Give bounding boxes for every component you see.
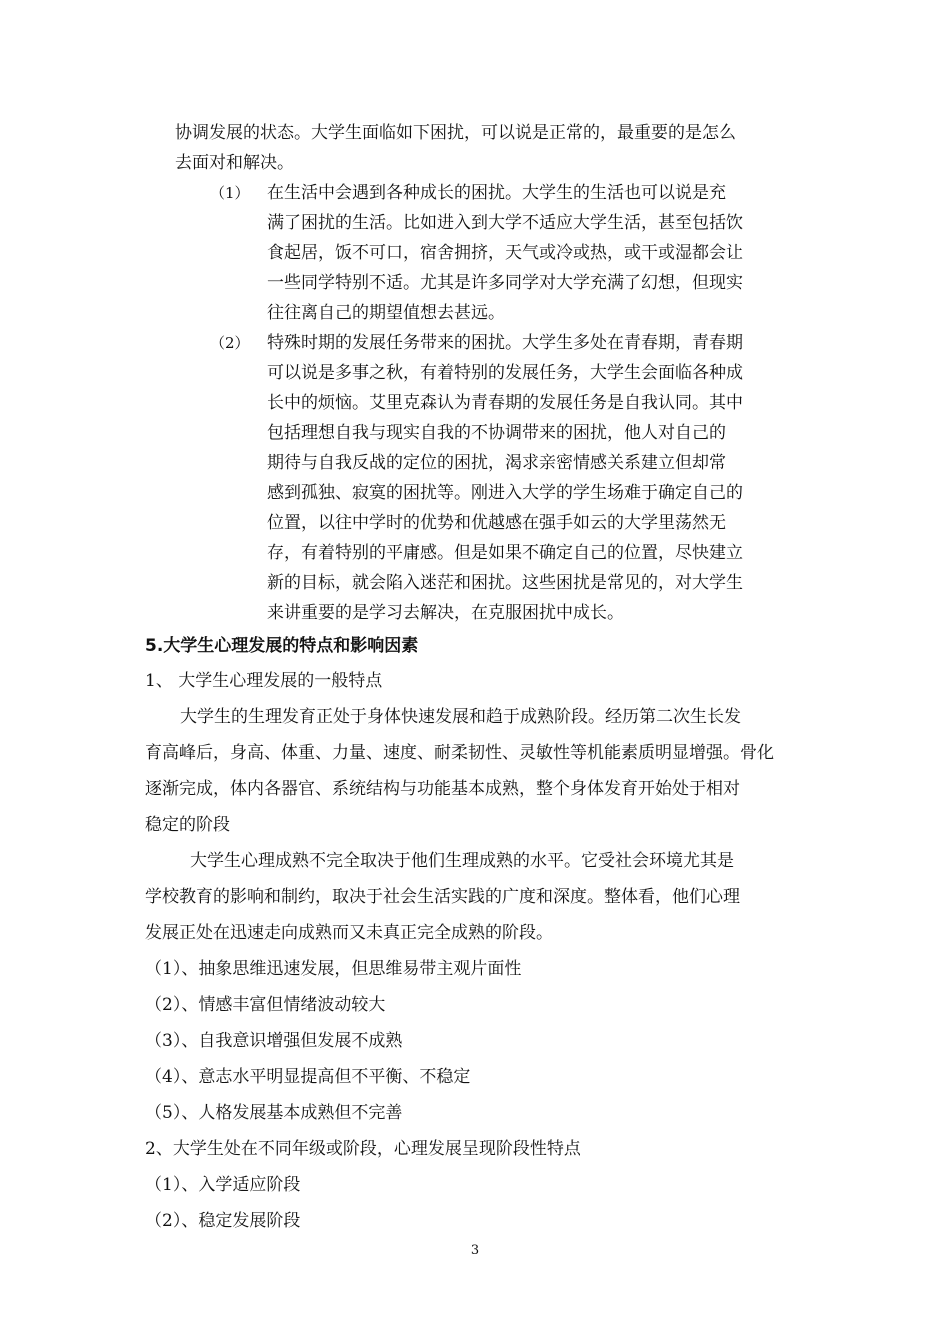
paragraph-line: 逐渐完成，体内各器官、系统结构与功能基本成熟，整个身体发育开始处于相对 xyxy=(145,779,740,799)
paragraph-line: 学校教育的影响和制约，取决于社会生活实践的广度和深度。整体看，他们心理 xyxy=(145,887,740,907)
list-item-line: 特殊时期的发展任务带来的困扰。大学生多处在青春期，青春期 xyxy=(267,333,743,353)
paragraph-line: 稳定的阶段 xyxy=(145,815,230,835)
list-number: （1） xyxy=(210,184,250,202)
section-heading: 5.大学生心理发展的特点和影响因素 xyxy=(145,636,419,656)
list-item-line: 期待与自我反战的定位的困扰，渴求亲密情感关系建立但却常 xyxy=(267,453,726,473)
paragraph-line: 发展正处在迅速走向成熟而又未真正完全成熟的阶段。 xyxy=(145,923,553,943)
list-item-line: 一些同学特别不适。尤其是许多同学对大学充满了幻想，但现实 xyxy=(267,273,743,293)
paragraph-line: 大学生心理成熟不完全取决于他们生理成熟的水平。它受社会环境尤其是 xyxy=(190,851,734,871)
list-item-line: 食起居，饭不可口，宿舍拥挤，天气或冷或热，或干或湿都会让 xyxy=(267,243,743,263)
list-item-line: 往往离自己的期望值想去甚远。 xyxy=(267,303,505,323)
intro-line: 协调发展的状态。大学生面临如下困扰，可以说是正常的，最重要的是怎么 xyxy=(175,123,736,143)
list-item-line: 可以说是多事之秋，有着特别的发展任务，大学生会面临各种成 xyxy=(267,363,743,383)
list-item-line: 满了困扰的生活。比如进入到大学不适应大学生活，甚至包括饮 xyxy=(267,213,743,233)
list-item-line: 位置，以往中学时的优势和优越感在强手如云的大学里荡然无 xyxy=(267,513,726,533)
list-number: （2） xyxy=(210,334,250,352)
list-item-line: 新的目标，就会陷入迷茫和困扰。这些困扰是常见的，对大学生 xyxy=(267,573,743,593)
list-item-line: 感到孤独、寂寞的困扰等。刚进入大学的学生场难于确定自己的 xyxy=(267,483,743,503)
feature-item: （4）、意志水平明显提高但不平衡、不稳定 xyxy=(145,1067,471,1087)
feature-item: （3）、自我意识增强但发展不成熟 xyxy=(145,1031,403,1051)
intro-line: 去面对和解决。 xyxy=(175,153,294,173)
list-item-line: 存，有着特别的平庸感。但是如果不确定自己的位置，尽快建立 xyxy=(267,543,743,563)
list-item-line: 包括理想自我与现实自我的不协调带来的困扰，他人对自己的 xyxy=(267,423,726,443)
paragraph-line: 大学生的生理发育正处于身体快速发展和趋于成熟阶段。经历第二次生长发 xyxy=(180,707,741,727)
page-number: 3 xyxy=(470,1243,480,1258)
list-item-line: 来讲重要的是学习去解决，在克服困扰中成长。 xyxy=(267,603,624,623)
feature-item: （2）、情感丰富但情绪波动较大 xyxy=(145,995,386,1015)
subsection-heading: 2、大学生处在不同年级或阶段，心理发展呈现阶段性特点 xyxy=(145,1139,581,1159)
list-item-line: 在生活中会遇到各种成长的困扰。大学生的生活也可以说是充 xyxy=(267,183,726,203)
stage-item: （2）、稳定发展阶段 xyxy=(145,1211,301,1231)
list-item-line: 长中的烦恼。艾里克森认为青春期的发展任务是自我认同。其中 xyxy=(267,393,743,413)
feature-item: （1）、抽象思维迅速发展，但思维易带主观片面性 xyxy=(145,959,522,979)
paragraph-line: 育高峰后，身高、体重、力量、速度、耐柔韧性、灵敏性等机能素质明显增强。骨化 xyxy=(145,743,774,763)
stage-item: （1）、入学适应阶段 xyxy=(145,1175,301,1195)
subsection-heading: 1、 大学生心理发展的一般特点 xyxy=(145,671,383,691)
feature-item: （5）、人格发展基本成熟但不完善 xyxy=(145,1103,403,1123)
